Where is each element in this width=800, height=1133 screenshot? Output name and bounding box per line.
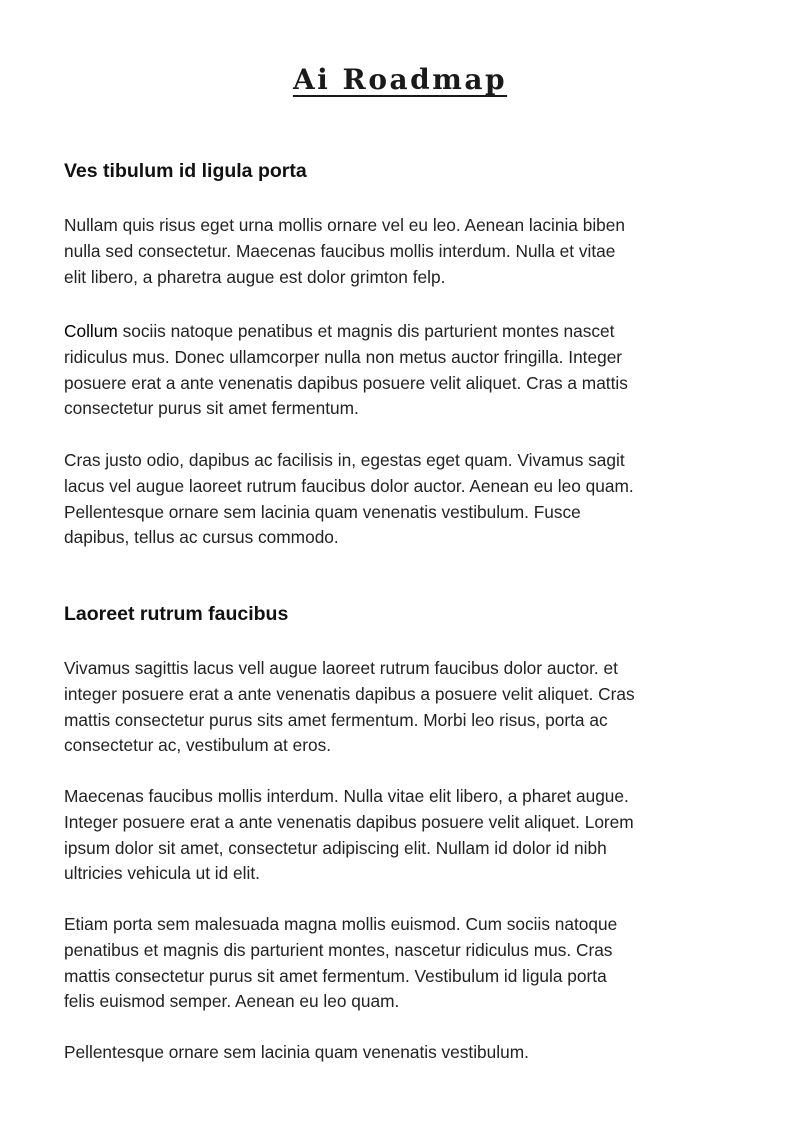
- text-line: Pellentesque ornare sem lacinia quam venenatis vestibulum.: [64, 1042, 529, 1062]
- text-line: ridiculus mus. Donec ullamcorper nulla non metus auctor fringilla. Integer: [64, 346, 623, 367]
- text-line: posuere erat a ante venenatis dapibus posuere velit aliquet. Cras a mattis: [64, 372, 628, 393]
- text-line: Vivamus sagittis lacus vell augue laoreet rutrum faucibus dolor auctor. et: [64, 658, 618, 678]
- section-1: [64, 158, 714, 184]
- section-2: [64, 601, 714, 627]
- text-line: penatibus et magnis dis parturient montes, nascetur ridiculus mus. Cras: [64, 939, 613, 960]
- text-line: consectetur purus sit amet fermentum.: [64, 398, 359, 419]
- text-line: Maecenas faucibus mollis interdum. Nulla vitae elit libero, a pharet augue.: [64, 786, 629, 806]
- paragraph: [64, 448, 714, 551]
- text-line: sociis natoque penatibus et magnis dis parturient montes nascet: [117, 321, 615, 341]
- lead-word: Collum: [64, 321, 118, 341]
- text-line: integer posuere erat a ante venenatis dapibus a posuere velit aliquet. Cras: [64, 683, 635, 704]
- text-line: ultricies vehicula ut id elit.: [64, 863, 260, 884]
- text-line: mattis consectetur purus sit amet fermentum. Vestibulum id ligula porta: [64, 965, 607, 986]
- text-line: Integer posuere erat a ante venenatis dapibus posuere velit aliquet. Lorem: [64, 811, 634, 832]
- text-line: elit libero, a pharetra augue est dolor grimton felp.: [64, 266, 446, 287]
- text-line: Pellentesque ornare sem lacinia quam venenatis vestibulum. Fusce: [64, 501, 581, 522]
- paragraph: [64, 319, 714, 422]
- paragraph: [64, 213, 714, 290]
- text-line: Cras justo odio, dapibus ac facilisis in, egestas eget quam. Vivamus sagit: [64, 450, 625, 470]
- paragraph: [64, 784, 714, 887]
- text-line: felis euismod semper. Aenean eu leo quam.: [64, 991, 400, 1012]
- paragraph: [64, 1040, 714, 1066]
- paragraph: [64, 912, 714, 1015]
- section-heading: Laoreet rutrum faucibus: [64, 603, 289, 625]
- text-line: dapibus, tellus ac cursus commodo.: [64, 527, 339, 548]
- document-title: Ai Roadmap: [292, 63, 508, 96]
- text-line: Etiam porta sem malesuada magna mollis euismod. Cum sociis natoque: [64, 914, 618, 934]
- text-line: ipsum dolor sit amet, consectetur adipiscing elit. Nullam id dolor id nibh: [64, 837, 607, 858]
- text-line: Nullam quis risus eget urna mollis ornare vel eu leo. Aenean lacinia biben: [64, 215, 625, 235]
- text-line: lacus vel augue laoreet rutrum faucibus dolor auctor. Aenean eu leo quam.: [64, 475, 634, 496]
- text-line: mattis consectetur purus sits amet fermentum. Morbi leo risus, porta ac: [64, 709, 608, 730]
- section-heading: Ves tibulum id ligula porta: [64, 160, 307, 182]
- text-line: consectetur ac, vestibulum at eros.: [64, 735, 332, 756]
- paragraph: [64, 656, 714, 759]
- text-line: nulla sed consectetur. Maecenas faucibus mollis interdum. Nulla et vitae: [64, 240, 616, 261]
